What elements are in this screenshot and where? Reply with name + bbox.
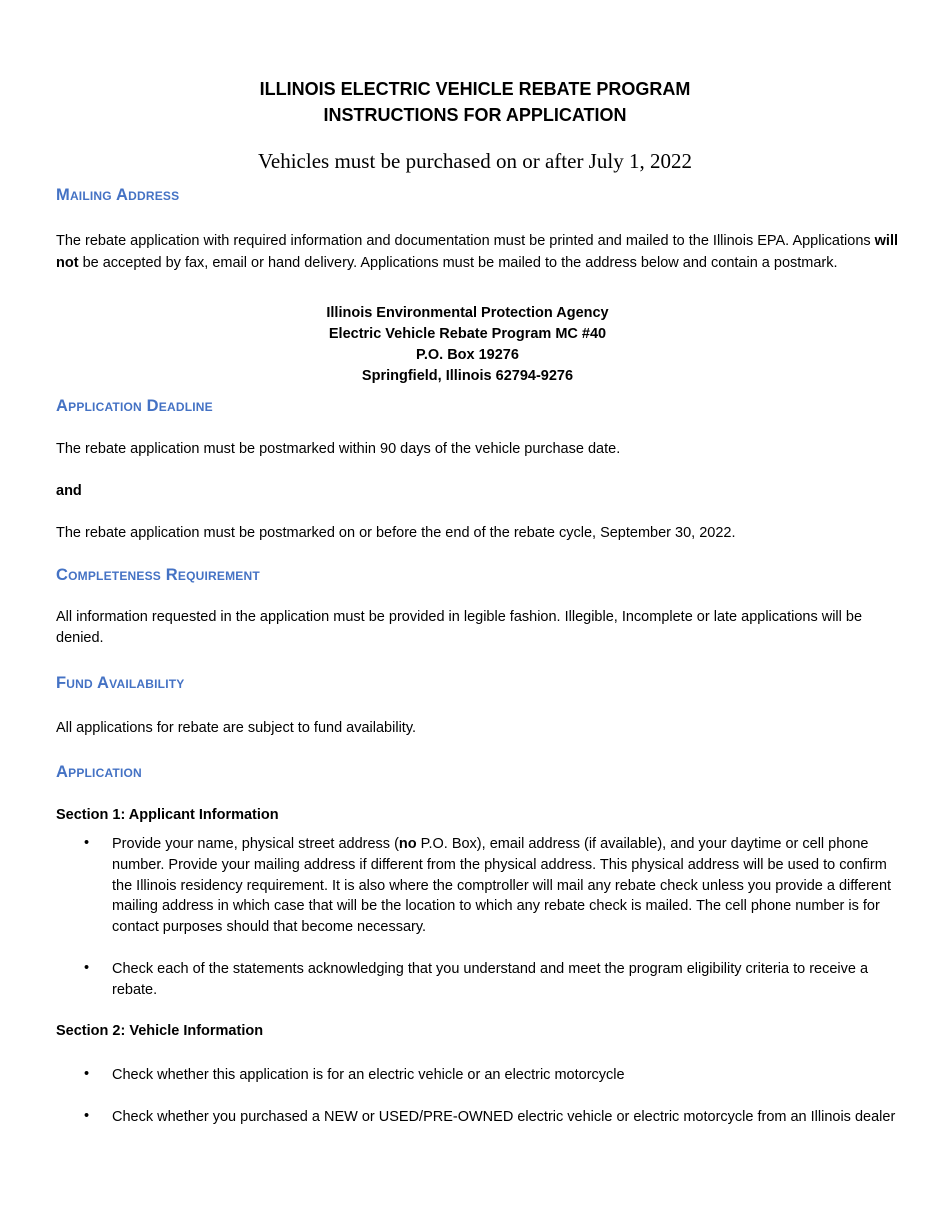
bullet-marker: • — [84, 1066, 90, 1082]
bullet-marker: • — [84, 835, 90, 851]
section2-bullet-1: Check whether this application is for an electric vehicle or an electric motorcycle — [112, 1067, 625, 1083]
document-subtitle: Vehicles must be purchased on or after July 1, 2022 — [258, 149, 692, 173]
deadline-and: and — [56, 483, 82, 499]
mailing-address-heading: Mailing Address — [56, 186, 180, 204]
completeness-paragraph: All information requested in the application must be provided in legible fashion. Illegible, Incomplete or late applications will be denied. — [56, 609, 863, 646]
document-title-line2: INSTRUCTIONS FOR APPLICATION — [323, 105, 627, 125]
mailing-text-bold: will not — [56, 233, 899, 271]
deadline-paragraph-1: The rebate application must be postmarked within 90 days of the vehicle purchase date. — [56, 441, 621, 457]
mailing-address-block — [0, 303, 935, 387]
mailing-text-1: The rebate application with required information and documentation must be printed and mailed to the Illinois EPA. Applications — [56, 233, 875, 249]
document-title-line1: ILLINOIS ELECTRIC VEHICLE REBATE PROGRAM — [259, 79, 691, 99]
address-line-city: Springfield, Illinois 62794-9276 — [361, 368, 574, 384]
application-deadline-heading: Application Deadline — [56, 397, 213, 415]
fund-availability-paragraph: All applications for rebate are subject to fund availability. — [56, 720, 417, 736]
address-line-pobox: P.O. Box 19276 — [416, 347, 519, 363]
mailing-text-2: be accepted by fax, email or hand delivery. Applications must be mailed to the address below and contain a postmark. — [78, 255, 838, 271]
section2-bullet-2: Check whether you purchased a NEW or USED/PRE-OWNED electric vehicle or electric motorcycle from an Illinois dealer — [112, 1109, 896, 1125]
s1b1-text-bold: no — [398, 836, 417, 852]
section1-title: Section 1: Applicant Information — [56, 807, 279, 823]
section1-bullet-2: Check each of the statements acknowledging that you understand and meet the program eligibility criteria to receive a rebate. — [112, 961, 869, 998]
fund-availability-heading: Fund Availability — [56, 674, 185, 692]
address-line-agency: Illinois Environmental Protection Agency — [326, 305, 609, 321]
bullet-marker: • — [84, 960, 90, 976]
application-heading: Application — [56, 763, 142, 781]
address-line-program: Electric Vehicle Rebate Program MC #40 — [328, 326, 607, 342]
section2-title: Section 2: Vehicle Information — [56, 1023, 264, 1039]
s1b1-text-1: Provide your name, physical street address ( — [112, 836, 399, 852]
completeness-heading: Completeness Requirement — [56, 566, 260, 584]
section1-bullet-1 — [112, 834, 902, 938]
bullet-marker: • — [84, 1108, 90, 1124]
deadline-paragraph-2: The rebate application must be postmarked on or before the end of the rebate cycle, September 30, 2022. — [56, 525, 736, 541]
mailing-address-paragraph — [56, 230, 906, 274]
s1b1-text-2: P.O. Box), email address (if available), and your daytime or cell phone number. Provide your mailing address if different from the physical address. This physical address will be used to confirm the Illinois residency requirement. It is also where the comptroller will mail any rebate check unless you provide a different mailing address in which case that will be the location to which any rebate check is mailed. The cell phone number is for contact purposes should that become necessary. — [112, 836, 892, 936]
